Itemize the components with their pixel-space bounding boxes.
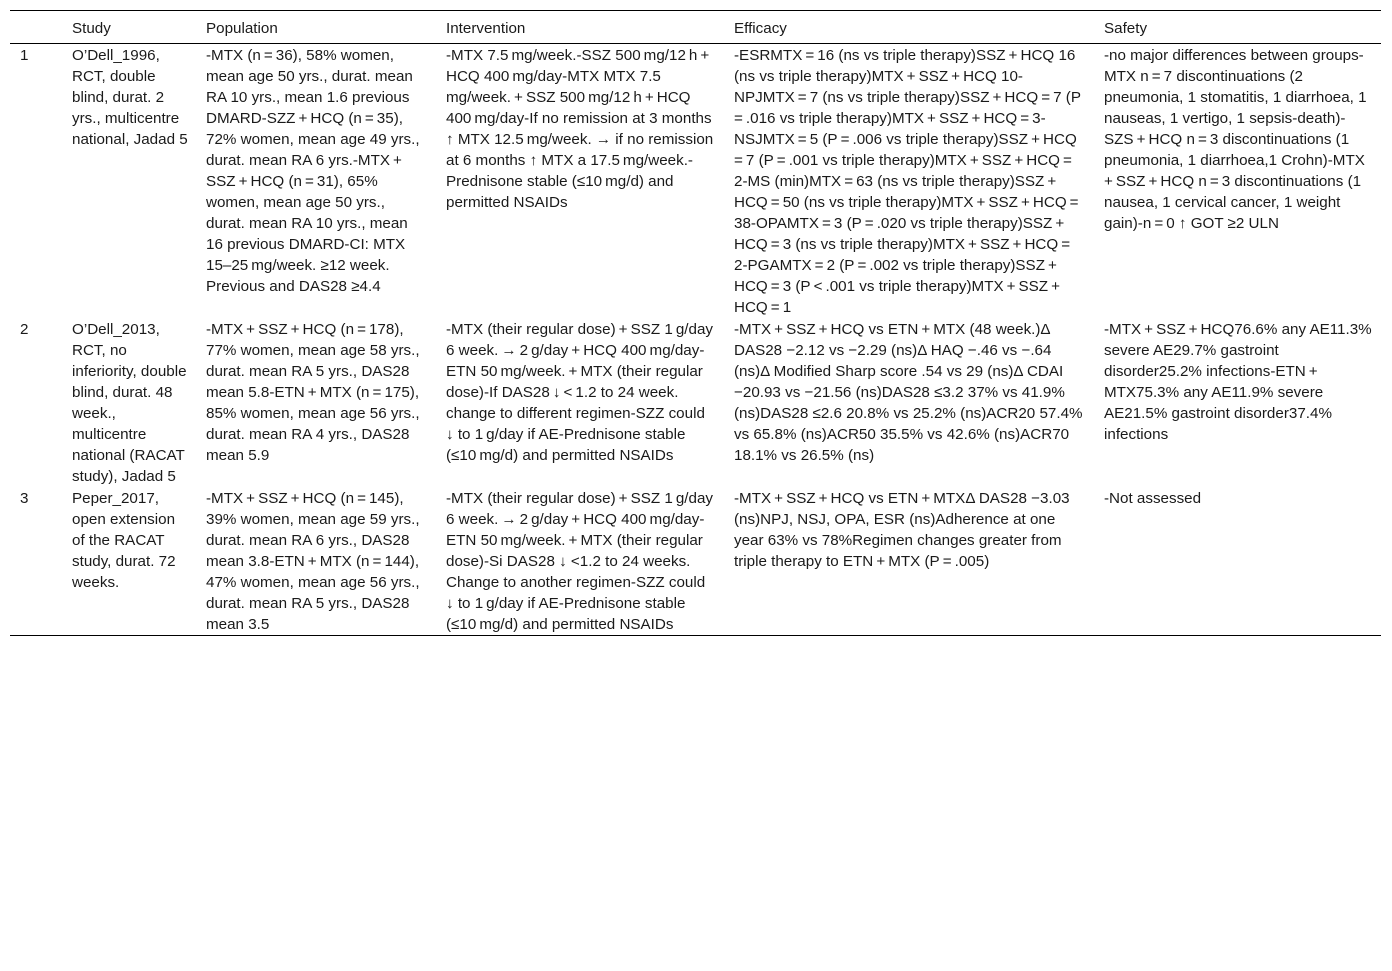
- header-study: Study: [72, 20, 111, 37]
- table-row: [10, 487, 1381, 636]
- efficacy-cell: -MTX + SSZ + HCQ vs ETN + MTX (48 week.)Δ DAS28 −2.12 vs −2.29 (ns)Δ HAQ −.46 vs −.64 (ns)Δ Modified Sharp score .54 vs 29 (ns)Δ CDAI −20.93 vs −21.56 (ns)DAS28 ≤3.2 37% vs 41.9% (ns)DAS28 ≤2.6 20.8% vs 25.2% (ns)ACR20 57.4% vs 65.8% (ns)ACR50 35.5% vs 42.6% (ns)ACR70 18.1% vs 26.5% (ns): [734, 321, 1083, 464]
- table-container: [10, 10, 1381, 960]
- efficacy-cell: -MTX + SSZ + HCQ vs ETN + MTXΔ DAS28 −3.03 (ns)NPJ, NSJ, OPA, ESR (ns)Adherence at one year 63% vs 78%Regimen changes greater from triple therapy to ETN + MTX (P = .005): [734, 490, 1070, 570]
- study-cell: Peper_2017, open extension of the RACAT study, durat. 72 weeks.: [72, 490, 176, 591]
- safety-cell: -MTX + SSZ + HCQ76.6% any AE11.3% severe AE29.7% gastroint disorder25.2% infections-ETN + MTX75.3% any AE11.9% severe AE21.5% gastroint disorder37.4% infections: [1104, 321, 1372, 443]
- intervention-cell: -MTX 7.5 mg/week.-SSZ 500 mg/12 h + HCQ 400 mg/day-MTX MTX 7.5 mg/week. + SSZ 500 mg/12 h + HCQ 400 mg/day-If no remission at 3 months ↑ MTX 12.5 mg/week. → if no remission at 6 months ↑ MTX a 17.5 mg/week.-Prednisone stable (≤10 mg/d) and permitted NSAIDs: [446, 47, 714, 211]
- table-row: [10, 44, 1381, 319]
- header-row: [10, 11, 1381, 44]
- header-population: Population: [206, 20, 278, 37]
- safety-cell: -Not assessed: [1104, 490, 1202, 507]
- table-row: [10, 318, 1381, 487]
- population-cell: -MTX + SSZ + HCQ (n = 145), 39% women, mean age 59 yrs., durat. mean RA 6 yrs., DAS28 mean 3.8-ETN + MTX (n = 144), 47% women, mean age 56 yrs., durat. mean RA 5 yrs., DAS28 mean 3.5: [206, 490, 420, 633]
- row-number: 2: [20, 321, 29, 338]
- header-efficacy: Efficacy: [734, 20, 787, 37]
- safety-cell: -no major differences between groups-MTX n = 7 discontinuations (2 pneumonia, 1 stomatitis, 1 diarrhoea, 1 nauseas, 1 vertigo, 1 sepsis-death)-SZS + HCQ n = 3 discontinuations (1 pneumonia, 1 diarrhoea,1 Crohn)-MTX + SSZ + HCQ n = 3 discontinuations (1 nausea, 1 cervical cancer, 1 weight gain)-n = 0 ↑ GOT ≥2 ULN: [1104, 47, 1368, 232]
- study-cell: O’Dell_2013, RCT, no inferiority, double blind, durat. 48 week., multicentre national (RACAT study), Jadad 5: [72, 321, 187, 485]
- intervention-cell: -MTX (their regular dose) + SSZ 1 g/day 6 week. → 2 g/day + HCQ 400 mg/day-ETN 50 mg/week. + MTX (their regular dose)-If DAS28 ↓ < 1.2 to 24 week. change to different regimen-SZZ could ↓ to 1 g/day if AE-Prednisone stable (≤10 mg/d) and permitted NSAIDs: [446, 321, 713, 464]
- population-cell: -MTX + SSZ + HCQ (n = 178), 77% women, mean age 58 yrs., durat. mean RA 5 yrs., DAS28 mean 5.8-ETN + MTX (n = 175), 85% women, mean age 56 yrs., durat. mean RA 4 yrs., DAS28 mean 5.9: [206, 321, 420, 464]
- studies-table: [10, 10, 1381, 636]
- study-cell: O’Dell_1996, RCT, double blind, durat. 2 yrs., multicentre national, Jadad 5: [72, 47, 188, 148]
- population-cell: -MTX (n = 36), 58% women, mean age 50 yrs., durat. mean RA 10 yrs., mean 1.6 previous DMARD-SZZ + HCQ (n = 35), 72% women, mean age 49 yrs., durat. mean RA 6 yrs.-MTX + SSZ + HCQ (n = 31), 65% women, mean age 50 yrs., durat. mean RA 10 yrs., mean 16 previous DMARD-CI: MTX 15–25 mg/week. ≥12 week. Previous and DAS28 ≥4.4: [206, 47, 420, 295]
- header-intervention: Intervention: [446, 20, 526, 37]
- intervention-cell: -MTX (their regular dose) + SSZ 1 g/day 6 week. → 2 g/day + HCQ 400 mg/day-ETN 50 mg/week. + MTX (their regular dose)-Si DAS28 ↓ <1.2 to 24 weeks. Change to another regimen-SZZ could ↓ to 1 g/day if AE-Prednisone stable (≤10 mg/d) and permitted NSAIDs: [446, 490, 713, 633]
- header-num: [10, 11, 62, 44]
- row-number: 3: [20, 490, 29, 507]
- header-safety: Safety: [1104, 20, 1148, 37]
- row-number: 1: [20, 47, 29, 64]
- efficacy-cell: -ESRMTX = 16 (ns vs triple therapy)SSZ + HCQ 16 (ns vs triple therapy)MTX + SSZ + HCQ 10-NPJMTX = 7 (ns vs triple therapy)SSZ + HCQ = 7 (P = .016 vs triple therapy)MTX + SSZ + HCQ = 3-NSJMTX = 5 (P = .006 vs triple therapy)SSZ + HCQ = 7 (P = .001 vs triple therapy)MTX + SSZ + HCQ = 2-MS (min)MTX = 63 (ns vs triple therapy)SSZ + HCQ = 50 (ns vs triple therapy)MTX + SSZ + HCQ = 38-OPAMTX = 3 (P = .020 vs triple therapy)SSZ + HCQ = 3 (ns vs triple therapy)MTX + SSZ + HCQ = 2-PGAMTX = 2 (P = .002 vs triple therapy)SSZ + HCQ = 3 (P < .001 vs triple therapy)MTX + SSZ + HCQ = 1: [734, 47, 1085, 316]
